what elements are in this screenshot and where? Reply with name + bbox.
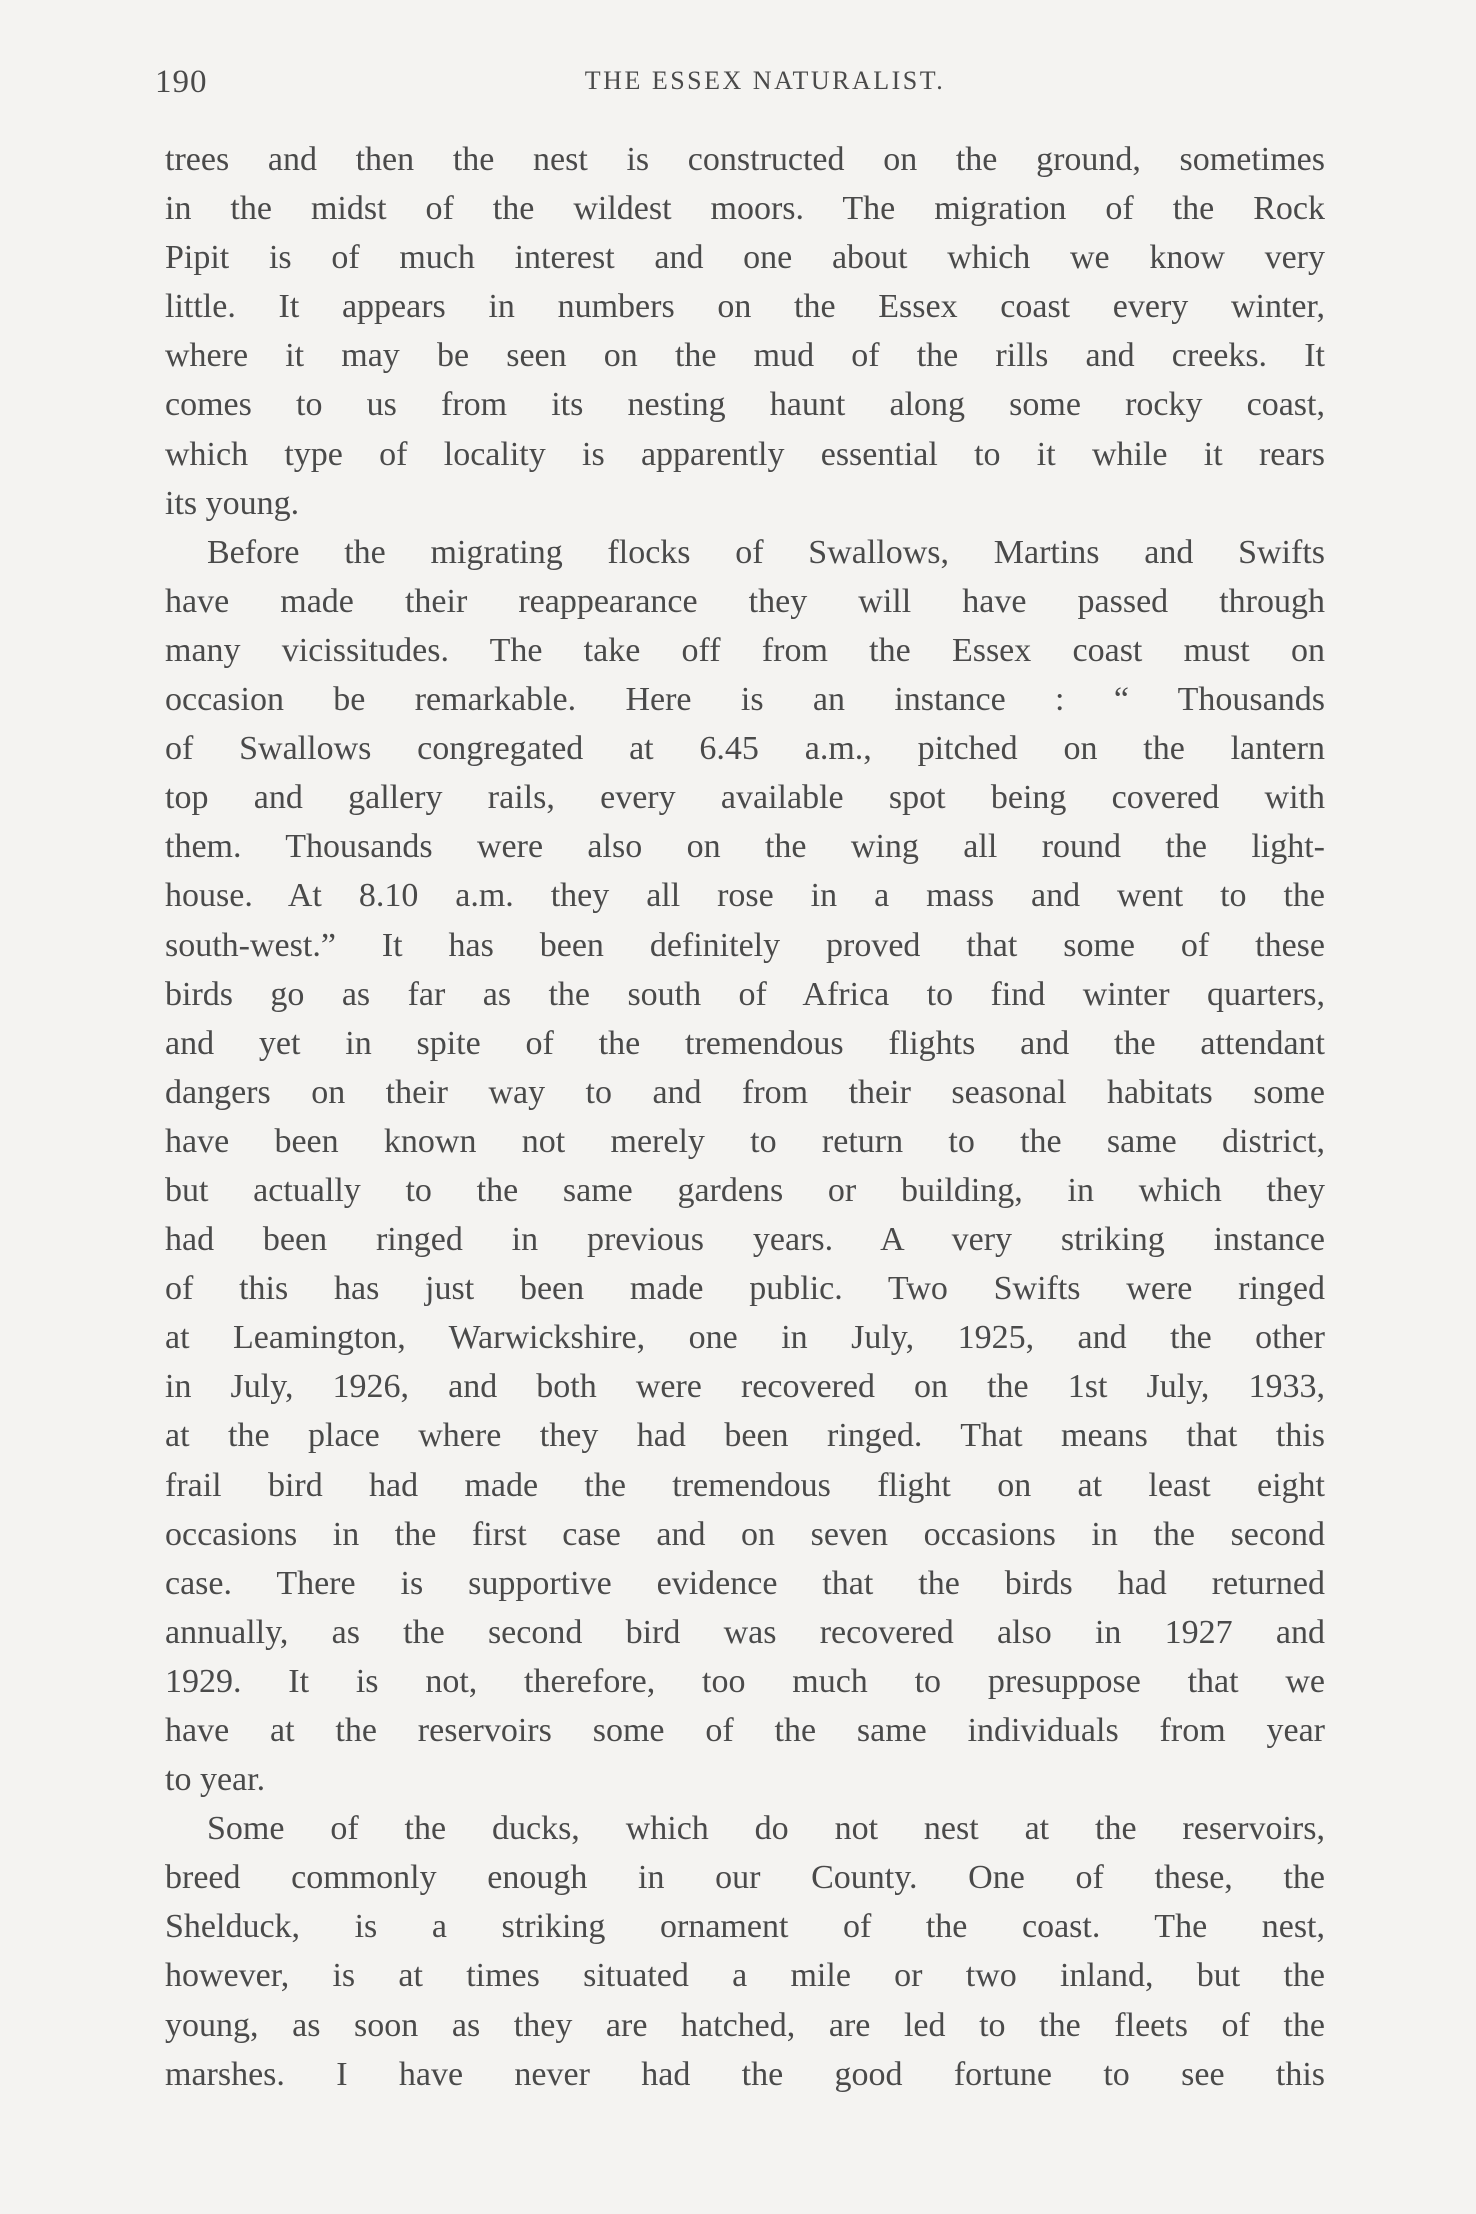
paragraph-end-line: its young. [165, 484, 300, 522]
text-line: where it may be seen on the mud of the rills and creeks. It [165, 337, 1325, 375]
text-line: young, as soon as they are hatched, are led to the fleets of the [165, 2006, 1325, 2044]
text-line: of this has just been made public. Two Swifts were ringed [165, 1270, 1325, 1308]
running-title: THE ESSEX NATURALIST. [584, 66, 946, 95]
text-line: south-west.” It has been definitely proved that some of these [165, 926, 1325, 964]
text-line: had been ringed in previous years. A very striking instance [165, 1221, 1325, 1259]
paragraph-start-line: Some of the ducks, which do not nest at the reservoirs, [207, 1810, 1325, 1848]
text-line: annually, as the second bird was recovered also in 1927 and [165, 1613, 1325, 1651]
page-number: 190 [155, 64, 208, 100]
text-line: case. There is supportive evidence that the birds had returned [165, 1564, 1325, 1602]
text-line: many vicissitudes. The take off from the Essex coast must on [165, 631, 1325, 669]
text-line: have been known not merely to return to the same district, [165, 1122, 1325, 1160]
body-text [165, 135, 1325, 2099]
text-line: but actually to the same gardens or building, in which they [165, 1171, 1325, 1209]
text-line: occasions in the first case and on seven occasions in the second [165, 1515, 1325, 1553]
text-line: at the place where they had been ringed. That means that this [165, 1417, 1325, 1455]
text-line: Shelduck, is a striking ornament of the coast. The nest, [165, 1908, 1325, 1946]
text-line: of Swallows congregated at 6.45 a.m., pitched on the lantern [165, 730, 1325, 768]
text-line: little. It appears in numbers on the Essex coast every winter, [165, 288, 1325, 326]
text-line: have at the reservoirs some of the same individuals from year [165, 1712, 1325, 1749]
text-line: at Leamington, Warwickshire, one in July, 1925, and the other [165, 1319, 1325, 1357]
text-line: and yet in spite of the tremendous flights and the attendant [165, 1024, 1325, 1062]
text-line: trees and then the nest is constructed on the ground, sometimes [165, 141, 1325, 178]
paragraph-start-line: Before the migrating flocks of Swallows, Martins and Swifts [207, 533, 1325, 571]
text-line: occasion be remarkable. Here is an instance : “ Thousands [165, 681, 1325, 719]
text-line: marshes. I have never had the good fortune to see this [165, 2055, 1325, 2093]
text-line: comes to us from its nesting haunt along some rocky coast, [165, 386, 1325, 424]
text-line: 1929. It is not, therefore, too much to presuppose that we [165, 1662, 1325, 1700]
text-line: house. At 8.10 a.m. they all rose in a mass and went to the [165, 877, 1325, 915]
text-line: breed commonly enough in our County. One of these, the [165, 1859, 1325, 1897]
text-line: have made their reappearance they will have passed through [165, 582, 1325, 620]
text-line: dangers on their way to and from their seasonal habitats some [165, 1073, 1325, 1111]
text-line: in the midst of the wildest moors. The migration of the Rock [165, 190, 1325, 228]
text-line: top and gallery rails, every available spot being covered with [165, 779, 1325, 817]
text-line: however, is at times situated a mile or two inland, but the [165, 1957, 1325, 1995]
text-line: frail bird had made the tremendous flight on at least eight [165, 1466, 1325, 1504]
text-line: Pipit is of much interest and one about which we know very [165, 239, 1325, 277]
text-line: birds go as far as the south of Africa to find winter quarters, [165, 975, 1325, 1013]
text-line: in July, 1926, and both were recovered on the 1st July, 1933, [165, 1368, 1325, 1406]
text-line: them. Thousands were also on the wing all round the light- [165, 828, 1325, 866]
text-line: which type of locality is apparently essential to it while it rears [165, 435, 1325, 473]
paragraph-end-line: to year. [165, 1761, 266, 1799]
